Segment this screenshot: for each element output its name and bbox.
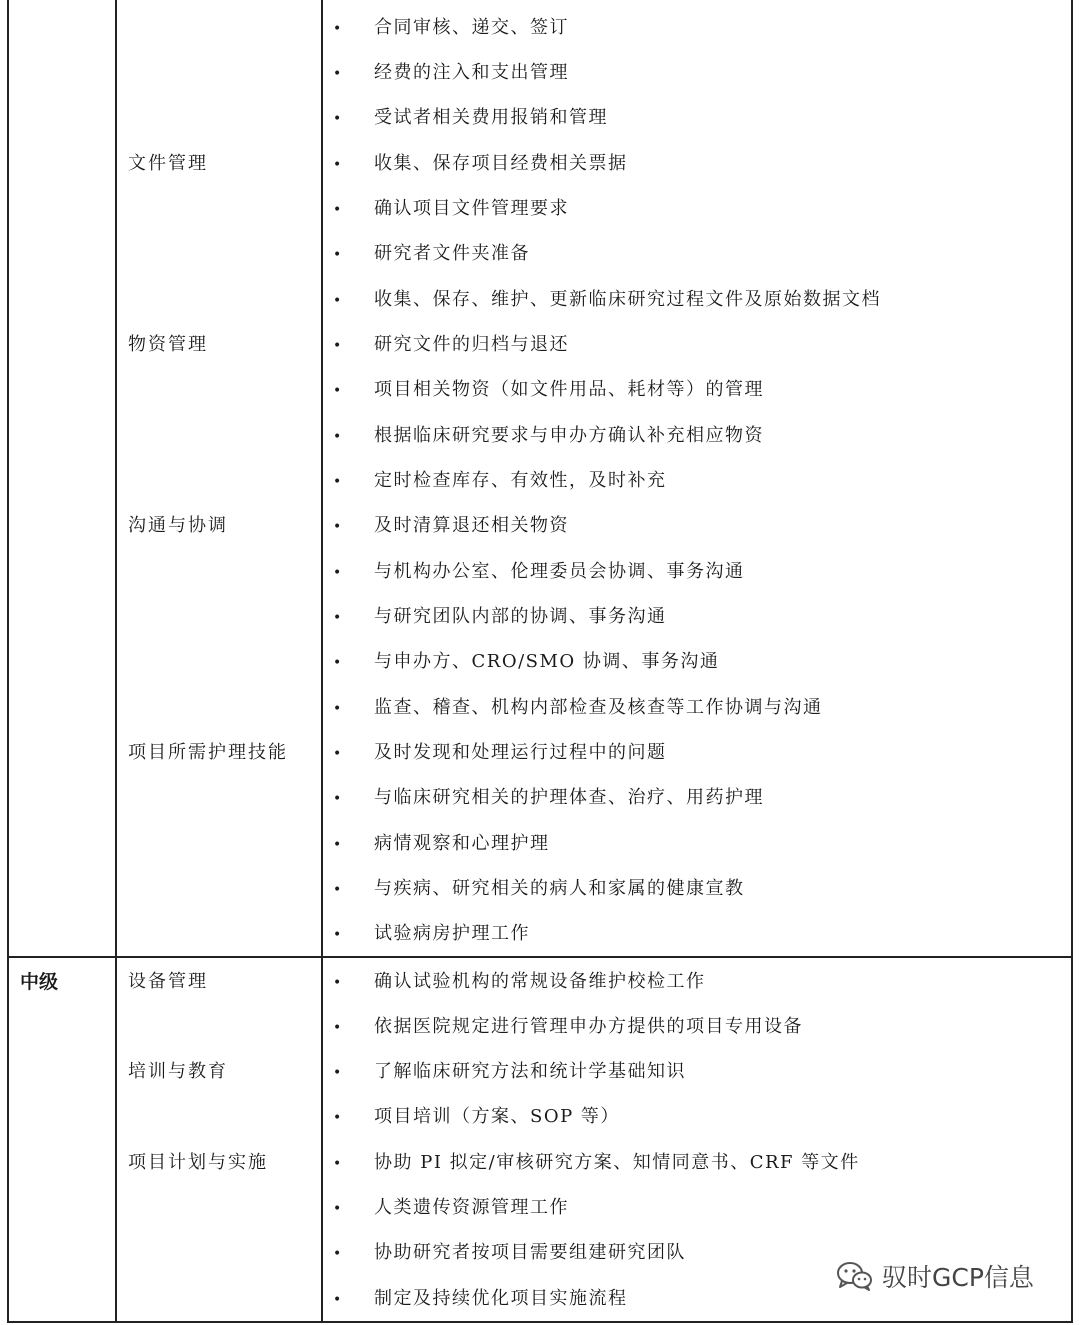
table-border-right [1071,0,1073,1323]
bullet-icon: • [333,746,342,762]
bullet-icon: • [333,975,342,991]
bullet-icon: • [333,1201,342,1217]
table-border-left [7,0,9,1323]
bullet-icon: • [333,1110,342,1126]
list-item: 与疾病、研究相关的病人和家属的健康宣教 [374,878,745,899]
bullet-icon: • [333,474,342,490]
watermark [836,1258,1034,1294]
bullet-icon: • [333,111,342,127]
level-label-intermediate: 中级 [20,971,59,993]
bullet-icon: • [333,837,342,853]
list-item: 了解临床研究方法和统计学基础知识 [374,1061,686,1082]
bullet-icon: • [333,927,342,943]
list-item: 收集、保存项目经费相关票据 [374,153,628,174]
bullet-icon: • [333,247,342,263]
category-label: 文件管理 [128,153,208,174]
list-item: 合同审核、递交、签订 [374,17,569,38]
bullet-icon: • [333,519,342,535]
bullet-icon: • [333,1292,342,1308]
bullet-icon: • [333,383,342,399]
list-item: 病情观察和心理护理 [374,833,550,854]
bullet-icon: • [333,701,342,717]
list-item: 协助 PI 拟定/审核研究方案、知情同意书、CRF 等文件 [374,1152,860,1173]
category-label: 沟通与协调 [128,515,228,536]
list-item: 收集、保存、维护、更新临床研究过程文件及原始数据文档 [374,289,881,310]
bullet-icon: • [333,1156,342,1172]
category-label: 项目计划与实施 [128,1152,268,1173]
list-item: 依据医院规定进行管理申办方提供的项目专用设备 [374,1016,803,1037]
watermark-text: 驭时GCP信息 [882,1263,1034,1292]
list-item: 受试者相关费用报销和管理 [374,107,608,128]
bullet-icon: • [333,791,342,807]
category-label: 项目所需护理技能 [128,742,288,763]
list-item: 研究者文件夹准备 [374,243,530,264]
bullet-icon: • [333,202,342,218]
list-item: 监查、稽查、机构内部检查及核查等工作协调与沟通 [374,697,823,718]
list-item: 定时检查库存、有效性，及时补充 [374,470,667,491]
bullet-icon: • [333,610,342,626]
category-label: 物资管理 [128,334,208,355]
wechat-icon [836,1260,874,1292]
list-item: 研究文件的归档与退还 [374,334,569,355]
list-item: 人类遗传资源管理工作 [374,1197,569,1218]
list-item: 与机构办公室、伦理委员会协调、事务沟通 [374,561,745,582]
list-item: 与申办方、CRO/SMO 协调、事务沟通 [374,651,720,672]
list-item: 协助研究者按项目需要组建研究团队 [374,1242,686,1263]
list-item: 试验病房护理工作 [374,923,530,944]
list-item: 与研究团队内部的协调、事务沟通 [374,606,667,627]
bullet-icon: • [333,157,342,173]
list-item: 确认试验机构的常规设备维护校检工作 [374,971,706,992]
bullet-icon: • [333,66,342,82]
list-item: 项目培训（方案、SOP 等） [374,1106,620,1127]
bullet-icon: • [333,1065,342,1081]
bullet-icon: • [333,882,342,898]
bullet-icon: • [333,1020,342,1036]
bullet-icon: • [333,293,342,309]
list-item: 及时清算退还相关物资 [374,515,569,536]
list-item: 制定及持续优化项目实施流程 [374,1288,628,1309]
list-item: 与临床研究相关的护理体查、治疗、用药护理 [374,787,764,808]
table-divider-2 [321,0,323,1323]
bullet-icon: • [333,1246,342,1262]
bullet-icon: • [333,21,342,37]
table-divider-1 [115,0,117,1323]
list-item: 及时发现和处理运行过程中的问题 [374,742,667,763]
bullet-icon: • [333,429,342,445]
list-item: 经费的注入和支出管理 [374,62,569,83]
list-item: 确认项目文件管理要求 [374,198,569,219]
category-label: 设备管理 [128,971,208,992]
row-separator [7,956,1073,958]
bullet-icon: • [333,565,342,581]
table-border-bottom [7,1321,1073,1323]
bullet-icon: • [333,655,342,671]
bullet-icon: • [333,338,342,354]
list-item: 项目相关物资（如文件用品、耗材等）的管理 [374,379,764,400]
list-item: 根据临床研究要求与申办方确认补充相应物资 [374,425,764,446]
category-label: 培训与教育 [128,1061,228,1082]
